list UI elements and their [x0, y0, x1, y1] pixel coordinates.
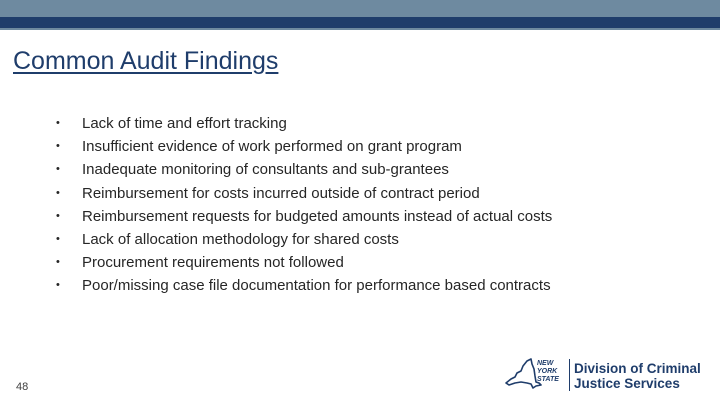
list-item	[52, 135, 552, 158]
list-item-text: Procurement requirements not followed	[82, 254, 344, 272]
list-item	[52, 112, 552, 135]
list-item-text: Reimbursement for costs incurred outside of contract period	[82, 184, 480, 202]
bullet-icon: •	[56, 117, 60, 129]
bullet-icon: •	[56, 209, 60, 222]
bullet-icon: •	[56, 186, 60, 199]
list-item-text: Lack of allocation methodology for shared costs	[82, 230, 399, 248]
nys-dcjs-logo	[503, 355, 703, 395]
list-item-text: Poor/missing case file documentation for performance based contracts	[82, 277, 551, 295]
list-item-text: Lack of time and effort tracking	[82, 115, 287, 132]
bullet-icon: •	[56, 232, 60, 245]
bullet-icon: •	[56, 140, 60, 153]
list-item	[52, 158, 552, 181]
bullet-icon: •	[56, 256, 60, 269]
list-item-text: Reimbursement requests for budgeted amounts instead of actual costs	[82, 207, 553, 225]
logo-agency-name: Division of Criminal Justice Services	[574, 361, 701, 391]
bullet-icon: •	[56, 163, 60, 176]
list-item-text: Inadequate monitoring of consultants and sub-grantees	[82, 161, 449, 179]
slide-title: Common Audit Findings	[13, 47, 279, 75]
list-item	[52, 205, 552, 228]
header-band-stripe	[0, 17, 720, 28]
findings-list	[52, 112, 552, 298]
list-item	[52, 182, 552, 205]
list-item	[52, 228, 552, 251]
logo-divider	[569, 359, 570, 391]
page-number: 48	[16, 381, 29, 393]
list-item-text: Insufficient evidence of work performed on grant program	[82, 138, 462, 156]
list-item	[52, 251, 552, 274]
list-item	[52, 274, 552, 297]
logo-state-text: NEW YORK STATE	[537, 360, 559, 383]
bullet-icon: •	[56, 279, 60, 292]
